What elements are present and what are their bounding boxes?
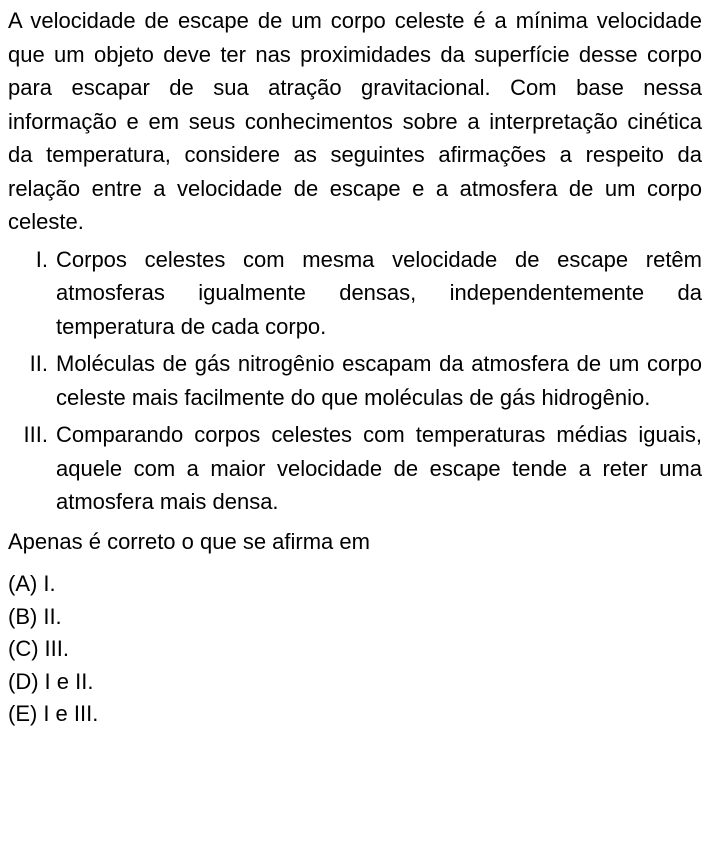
statement-item — [8, 347, 702, 414]
option-text: I e III. — [43, 701, 99, 726]
statement-text: Corpos celestes com mesma velocidade de escape retêm atmosferas igualmente densas, independentemente da temperatura de cada corpo. — [56, 246, 702, 339]
option-letter: (C) — [8, 636, 39, 661]
option-e[interactable] — [8, 698, 702, 731]
statement-item — [8, 243, 702, 344]
option-text: III. — [44, 636, 69, 661]
option-letter: (B) — [8, 603, 38, 629]
option-text: II. — [43, 603, 62, 629]
statement-text: Moléculas de gás nitrogênio escapam da atmosfera de um corpo celeste mais facilmente do que moléculas de gás hidrogênio. — [56, 351, 702, 410]
option-d[interactable] — [8, 666, 702, 699]
statement-number: II. — [29, 351, 48, 376]
statement-number: I. — [35, 246, 48, 272]
option-b[interactable] — [8, 601, 702, 634]
statement-item — [8, 418, 702, 519]
option-letter: (E) — [8, 701, 38, 726]
question-document — [8, 4, 702, 731]
option-letter: (A) — [8, 571, 38, 596]
statement-text: Comparando corpos celestes com temperaturas médias iguais, aquele com a maior velocidade de escape tende a reter uma atmosfera mais densa. — [56, 422, 702, 514]
statement-number: III. — [23, 422, 48, 447]
option-c[interactable] — [8, 633, 702, 666]
intro-paragraph: A velocidade de escape de um corpo celeste é a mínima velocidade que um objeto deve ter nas proximidades da superfície desse corpo para escapar de sua atração gravitacional. Com base nessa informação e em seus conhecimentos sobre a interpretação cinética da temperatura, considere as seguintes afirmações a respeito da relação entre a velocidade de escape e a atmosfera de um corpo celeste. — [8, 8, 702, 234]
option-a[interactable] — [8, 568, 702, 601]
option-text: I e II. — [44, 668, 94, 694]
question-prompt: Apenas é correto o que se afirma em — [8, 528, 370, 554]
option-letter: (D) — [8, 668, 39, 694]
statement-list — [8, 243, 702, 519]
option-text: I. — [43, 571, 56, 596]
answer-options — [8, 568, 702, 731]
